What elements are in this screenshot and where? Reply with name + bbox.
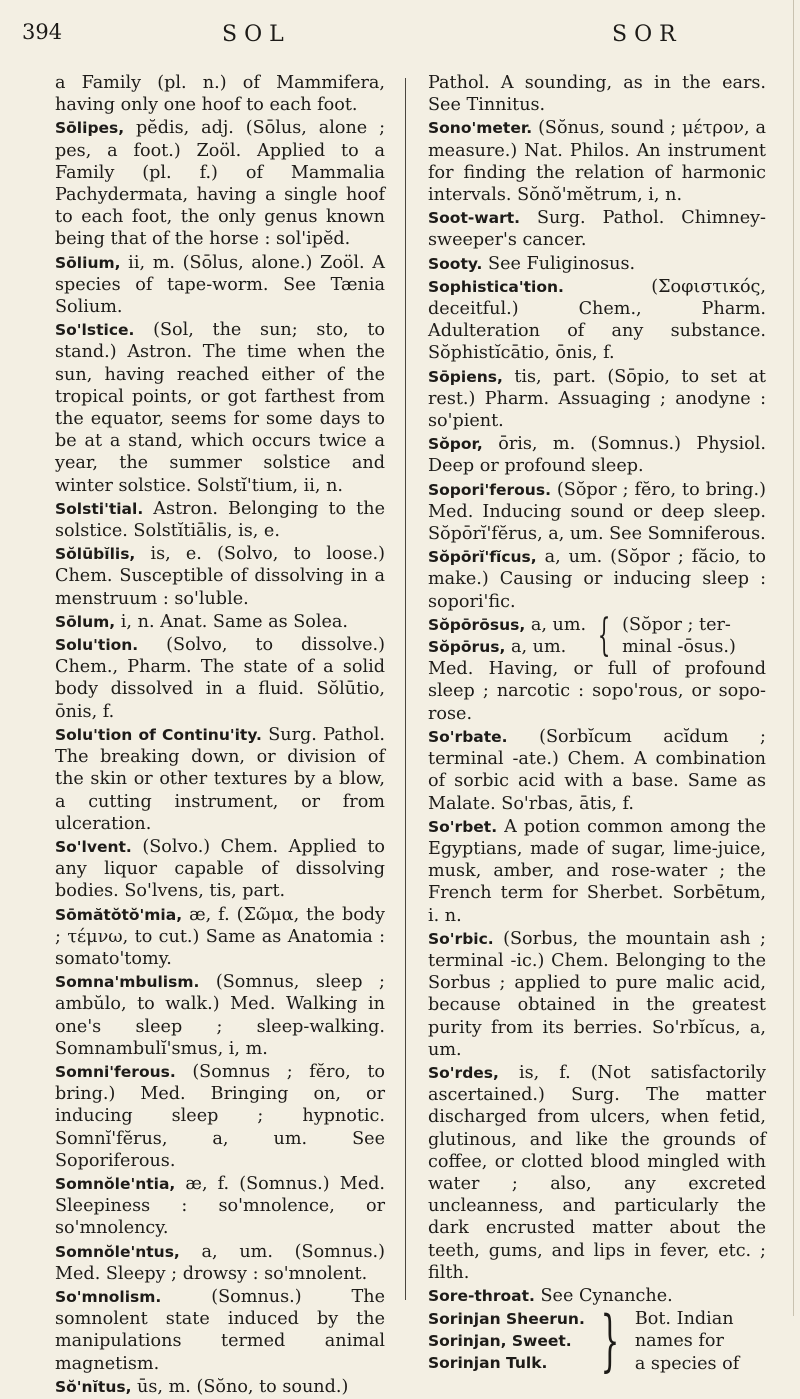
dictionary-entry — [55, 543, 385, 610]
entry-definition: a Family (pl. n.) of Mammifera, having only one hoof to each foot. — [55, 73, 385, 116]
right-column — [428, 72, 766, 1380]
brace-glyph: { — [597, 609, 611, 661]
entry-definition: Pathol. A sounding, as in the ears. See Tinnitus. — [428, 73, 766, 116]
brace-headwords — [428, 614, 586, 658]
dictionary-entry — [428, 816, 766, 927]
entry-definition: æ, f. (Σῶμα, the body ; τέμνω, to cut.) Same as Anatomia : somato'tomy. — [55, 904, 385, 969]
entry-definition: ii, m. (Sōlus, alone.) Zoöl. A species of tape-worm. See Tænia Solium. — [55, 252, 385, 318]
dictionary-entry — [428, 117, 766, 206]
entry-headword: Somni'ferous. — [55, 1062, 176, 1081]
entry-headword: Sorinjan Tulk. — [428, 1354, 548, 1373]
dictionary-entry — [55, 1241, 385, 1285]
dictionary-entry — [428, 207, 766, 251]
entry-definition: a, um. (Sŏpor ; făcio, to make.) Causing or inducing sleep : sopori'fic. — [428, 547, 766, 612]
dictionary-entry — [428, 928, 766, 1061]
entry-headword: Solu'tion of Continu'ity. — [55, 725, 262, 744]
dictionary-entry — [428, 433, 766, 477]
entry-headword: Sopori'ferous. — [428, 480, 551, 499]
entry-headword: Sorinjan Sheerun. — [428, 1310, 585, 1329]
entry-headword: So'rbate. — [428, 727, 508, 746]
entry-headword: So'rbic. — [428, 929, 494, 948]
dictionary-entry — [428, 726, 766, 815]
entry-definition: See Fuliginosus. — [482, 253, 636, 274]
definition-line: Bot. Indian — [634, 1309, 734, 1330]
dictionary-entry — [428, 72, 766, 116]
entry-headword: Sŏlūbĭlis, — [55, 545, 136, 564]
page-number: 394 — [22, 20, 63, 44]
soporosus-brace-entry — [428, 609, 766, 661]
entry-headword: So'rbet. — [428, 817, 498, 836]
dictionary-entry — [55, 319, 385, 497]
entry-definition: (Somnus.) The somnolent state induced by the manipulations termed animal magnetism. — [55, 1286, 385, 1374]
entry-headword: So'lvent. — [55, 837, 132, 856]
entry-headword: Sŏpōrōsus, — [428, 615, 526, 634]
entry-headword: Somna'mbulism. — [55, 973, 200, 992]
entry-definition: See Cynanche. — [534, 1285, 673, 1306]
dictionary-entry — [55, 724, 385, 835]
etymology-line: minal -ōsus.) — [622, 637, 736, 658]
entry-definition: Med. Having, or full of profound sleep ; narcotic : sopo'rous, or sopo-rose. — [428, 659, 766, 724]
entry-definition: Surg. Pathol. Chimney-sweeper's cancer. — [428, 208, 766, 251]
dictionary-entry — [428, 366, 766, 433]
entry-definition: ūs, m. (Sŏno, to sound.) — [131, 1376, 349, 1397]
entry-headword: So'rdes, — [428, 1063, 499, 1082]
entry-headword: Sōlium, — [55, 253, 121, 272]
entry-definition: i, n. Anat. Same as Solea. — [115, 611, 349, 632]
dictionary-entry — [428, 546, 766, 613]
dictionary-entry — [55, 611, 385, 633]
brace-headwords — [428, 1308, 585, 1375]
dictionary-entry — [428, 276, 766, 365]
dictionary-entry — [55, 1061, 385, 1172]
running-head-left: SOL — [222, 22, 291, 47]
entry-definition: is, e. (Solvo, to loose.) Chem. Susceptible of dissolving in a menstruum : so'luble. — [55, 544, 385, 609]
entry-headword: Sōlipes, — [55, 119, 125, 138]
column-divider — [405, 78, 406, 1300]
dictionary-entry — [55, 252, 385, 319]
entry-form: a, um. — [530, 614, 587, 635]
dictionary-entry — [55, 1286, 385, 1375]
entry-definition: (Somnus ; fĕro, to bring.) Med. Bringing on, or inducing sleep ; hypnotic. Somnĭ'fĕrus, a, um. See Soporiferous. — [55, 1061, 385, 1171]
entry-definition: Astron. Belonging to the solstice. Solstĭtiālis, is, e. — [55, 498, 385, 542]
entry-definition: tis, part. (Sōpio, to set at rest.) Pharm. Assuaging ; anodyne : so'pient. — [428, 366, 766, 432]
entry-definition: (Sŏnus, sound ; μέτρον, a measure.) Nat. Philos. An instrument for finding the relation of harmonic intervals. Sŏnŏ'mĕtrum, i, n. — [428, 118, 766, 206]
entry-headword: Sōmătŏtŏ'mia, — [55, 905, 183, 924]
entry-definition: (Sol, the sun; sto, to stand.) Astron. The time when the sun, having reached either of the tropical points, or got farthest from the equator, seems for some days to be at a stand, which occurs twice a year, the summer solstice and winter solstice. Solstĭ'tium, ii, n. — [55, 320, 385, 496]
entry-headword: So'lstice. — [55, 321, 135, 340]
dictionary-entry — [428, 1285, 766, 1307]
dictionary-entry — [428, 1062, 766, 1284]
dictionary-entry — [55, 634, 385, 723]
entry-headword: Soot-wart. — [428, 209, 521, 228]
dictionary-entry — [55, 72, 385, 116]
dictionary-entry — [55, 971, 385, 1060]
entry-definition: (Somnus, sleep ; ambŭlo, to walk.) Med. Walking in one's sleep ; sleep-walking. Somnambulĭ'smus, i, m. — [55, 972, 385, 1059]
left-column — [55, 72, 385, 1399]
entry-definition: Surg. Pathol. The breaking down, or division of the skin or other textures by a blow, a cutting instrument, or from ulceration. — [55, 724, 385, 834]
entry-headword: Somnŏle'ntus, — [55, 1242, 180, 1261]
brace-definition — [635, 1308, 766, 1375]
entry-definition: (Sŏpor ; fĕro, to bring.) Med. Inducing sound or deep sleep. Sŏpōrĭ'fĕrus, a, um. See Somniferous. — [428, 479, 766, 545]
entry-definition: (Sorbĭcum acĭdum ; terminal -ate.) Chem. A combination of sorbic acid with a base. Same as Malate. So'rbas, ātis, f. — [428, 726, 766, 814]
dictionary-entry — [55, 904, 385, 971]
entry-headword: Sōpiens, — [428, 367, 503, 386]
etymology-line: (Sŏpor ; ter- — [622, 614, 731, 635]
page-header — [0, 10, 800, 50]
brace-glyph: } — [600, 1302, 620, 1380]
entry-headword: Solu'tion. — [55, 636, 139, 655]
entry-form: a, um. — [510, 637, 567, 658]
entry-headword: Sŏpor, — [428, 435, 483, 454]
dictionary-entry — [428, 253, 766, 275]
running-head-right: SOR — [612, 22, 683, 47]
entry-headword: Sōlum, — [55, 612, 116, 631]
definition-line: names for — [634, 1331, 724, 1352]
entry-definition: pĕdis, adj. (Sōlus, alone ; pes, a foot.) Zoöl. Applied to a Family (pl. f.) of Mammalia Pachydermata, having a single hoof to each foot, the only genus known being that of the horse : sol'ipĕd. — [55, 118, 385, 250]
entry-headword: Sorinjan, Sweet. — [428, 1332, 572, 1351]
entry-headword: So'mnolism. — [55, 1287, 162, 1306]
entry-definition: (Sorbus, the mountain ash ; terminal -ic.) Chem. Belonging to the Sorbus ; applied to pure malic acid, because obtained in the greatest purity from its berries. So'rbĭcus, a, um. — [428, 928, 766, 1060]
entry-headword: Sophistica'tion. — [428, 277, 564, 296]
entry-headword: Sooty. — [428, 254, 483, 273]
dictionary-entry — [55, 117, 385, 250]
entry-definition: (Σοφιστικός, deceitful.) Chem., Pharm. Adulteration of any substance. Sŏphistĭcātio, ōnis, f. — [428, 276, 766, 364]
entry-definition: is, f. (Not satisfactorily ascertained.) Surg. The matter discharged from ulcers, when fetid, glutinous, and like the grounds of coffee, or clotted blood mingled with water ; also, any excreted uncleanness, and particularly the dark encrusted matter about the teeth, gums, and lips in fever, etc. ; filth. — [428, 1062, 766, 1283]
entry-headword: Somnŏle'ntia, — [55, 1174, 176, 1193]
entry-headword: Sŏ'nĭtus, — [55, 1377, 132, 1396]
dictionary-entry — [55, 836, 385, 903]
brace-etymology — [622, 614, 766, 658]
sorinjan-brace-entry — [428, 1302, 766, 1380]
entry-definition: ōris, m. (Somnus.) Physiol. Deep or profound sleep. — [428, 434, 766, 477]
entry-definition: æ, f. (Somnus.) Med. Sleepiness : so'mnolence, or so'mnolency. — [55, 1173, 385, 1239]
entry-headword: Solsti'tial. — [55, 499, 144, 518]
entry-headword: Sŏpōrus, — [428, 638, 506, 657]
definition-line: a species of — [634, 1353, 740, 1374]
entry-headword: Sono'meter. — [428, 119, 533, 138]
dictionary-entry — [55, 1376, 385, 1398]
entry-definition: (Solvo, to dissolve.) Chem., Pharm. The state of a solid body dissolved in a fluid. Sŏlūtio, ōnis, f. — [55, 635, 385, 722]
entry-definition: A potion common among the Egyptians, made of sugar, lime-juice, musk, amber, and rose-water ; the French term for Sherbet. Sorbētum, i. n. — [428, 816, 766, 926]
dictionary-entry — [55, 498, 385, 542]
entry-headword: Sore-throat. — [428, 1286, 535, 1305]
entry-definition: (Solvo.) Chem. Applied to any liquor capable of dissolving bodies. So'lvens, tis, part. — [55, 836, 385, 902]
entry-headword: Sŏpōrĭ'fĭcus, — [428, 548, 537, 567]
entry-definition: a, um. (Somnus.) Med. Sleepy ; drowsy : so'mnolent. — [55, 1241, 385, 1284]
page-edge — [793, 0, 794, 1316]
dictionary-entry — [428, 479, 766, 546]
dictionary-entry — [55, 1173, 385, 1240]
